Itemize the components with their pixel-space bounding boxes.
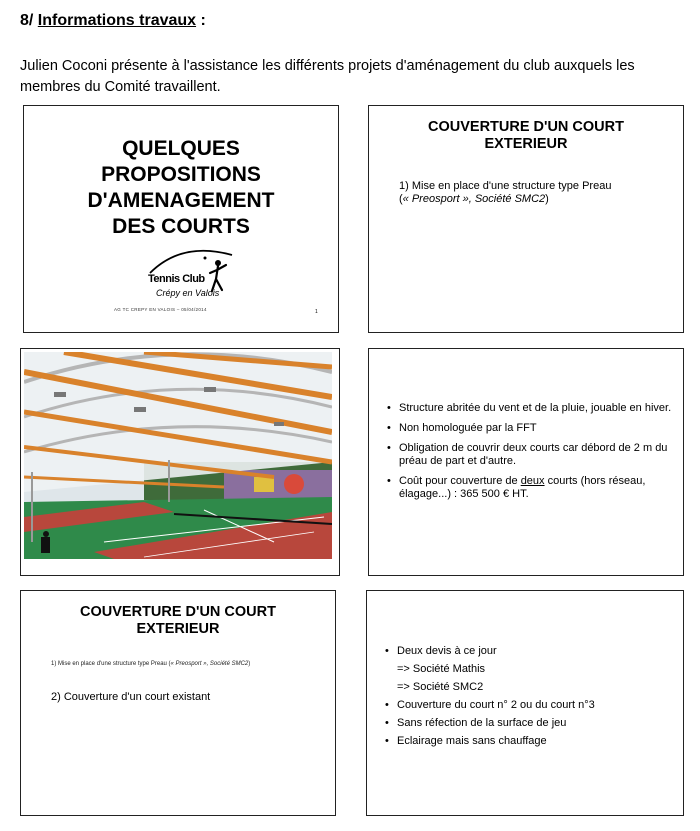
title-line: D'AMENAGEMENT bbox=[87, 189, 275, 212]
list-item bbox=[387, 475, 672, 501]
slide-photo bbox=[20, 348, 340, 576]
cost-underlined: deux bbox=[520, 475, 545, 487]
paren-open: ( bbox=[399, 193, 403, 205]
logo-town: Crépy en Valois bbox=[156, 288, 220, 298]
title-line: PROPOSITIONS bbox=[101, 163, 261, 186]
slide-couverture-2 bbox=[20, 590, 336, 816]
section-heading bbox=[20, 12, 206, 30]
option-lead: 1) Mise en place d'une structure type Preau bbox=[399, 180, 612, 192]
option-1-small bbox=[51, 661, 250, 667]
bullet-icon: • bbox=[387, 422, 391, 434]
supplier-italic: « Preosport », Société SMC2 bbox=[170, 661, 249, 667]
paren-close: ) bbox=[545, 193, 549, 205]
cost-text: Coût pour couverture de bbox=[399, 475, 521, 487]
list-item bbox=[385, 735, 675, 748]
intro-paragraph: Julien Coconi présente à l'assistance les différents projets d'aménagement du club auxquels les membres du Comité travaillent. bbox=[20, 58, 635, 95]
slide-heading bbox=[21, 604, 335, 638]
list-item bbox=[385, 681, 675, 694]
slide-heading bbox=[369, 119, 683, 153]
bullet-text: Structure abritée du vent et de la pluie, jouable en hiver. bbox=[399, 402, 672, 414]
heading-line: EXTERIEUR bbox=[136, 621, 220, 637]
cost-text-end: courts (hors réseau, élagage...) : 365 500 € HT. bbox=[399, 475, 646, 500]
list-item bbox=[387, 442, 672, 468]
list-item bbox=[385, 663, 675, 676]
bullet-text: Obligation de couvrir deux courts car débord de 2 m du préau de part et d'autre. bbox=[399, 442, 668, 467]
list-item bbox=[385, 645, 675, 658]
covered-court-photo bbox=[24, 352, 332, 559]
heading-line: COUVERTURE D'UN COURT bbox=[80, 604, 276, 620]
supplier-italic: « Preosport », Société SMC2 bbox=[402, 193, 546, 205]
bullet-text: Sans réfection de la surface de jeu bbox=[397, 717, 567, 729]
bullet-text: Eclairage mais sans chauffage bbox=[397, 735, 547, 747]
bullet-icon: • bbox=[385, 699, 389, 711]
option-lead: 1) Mise en place d'une structure type Preau ( bbox=[51, 661, 171, 667]
title-line: QUELQUES bbox=[122, 137, 240, 160]
bullet-text: => Société Mathis bbox=[397, 663, 486, 675]
section-title: Informations travaux bbox=[37, 12, 197, 29]
section-colon: : bbox=[200, 12, 206, 29]
bullet-list bbox=[385, 645, 675, 753]
option-1-text bbox=[399, 180, 669, 206]
bullet-icon: • bbox=[385, 645, 389, 657]
bullet-icon: • bbox=[385, 735, 389, 747]
bullet-text: => Société SMC2 bbox=[397, 681, 484, 693]
list-item bbox=[385, 699, 675, 712]
slide-devis bbox=[366, 590, 684, 816]
heading-line: COUVERTURE D'UN COURT bbox=[428, 119, 624, 135]
bullet-icon: • bbox=[387, 402, 391, 414]
logo-club-name: Tennis Club bbox=[148, 273, 205, 285]
section-number: 8/ bbox=[20, 12, 34, 29]
slide-main-title bbox=[24, 136, 338, 240]
bullet-icon: • bbox=[385, 717, 389, 729]
heading-line: EXTERIEUR bbox=[484, 136, 568, 152]
bullet-icon: • bbox=[387, 475, 391, 487]
slide-couverture-1 bbox=[368, 105, 684, 333]
bullet-icon: • bbox=[387, 442, 391, 454]
bullet-text: Couverture du court n° 2 ou du court n°3 bbox=[397, 699, 595, 711]
slide-footer: AG TC CREPY EN VALOIS – 05/04/2014 bbox=[114, 307, 207, 312]
bullet-text: Non homologuée par la FFT bbox=[399, 422, 537, 434]
bullet-list bbox=[387, 402, 672, 508]
list-item bbox=[387, 402, 672, 415]
option-2-text: 2) Couverture d'un court existant bbox=[51, 691, 211, 703]
slide-page-number: 1 bbox=[315, 309, 318, 315]
title-line: DES COURTS bbox=[112, 215, 250, 238]
list-item bbox=[387, 422, 672, 435]
list-item bbox=[385, 717, 675, 730]
paren-close: ) bbox=[248, 661, 251, 667]
slide-title-page bbox=[23, 105, 339, 333]
slide-preau-details bbox=[368, 348, 684, 576]
bullet-text: Deux devis à ce jour bbox=[397, 645, 497, 657]
